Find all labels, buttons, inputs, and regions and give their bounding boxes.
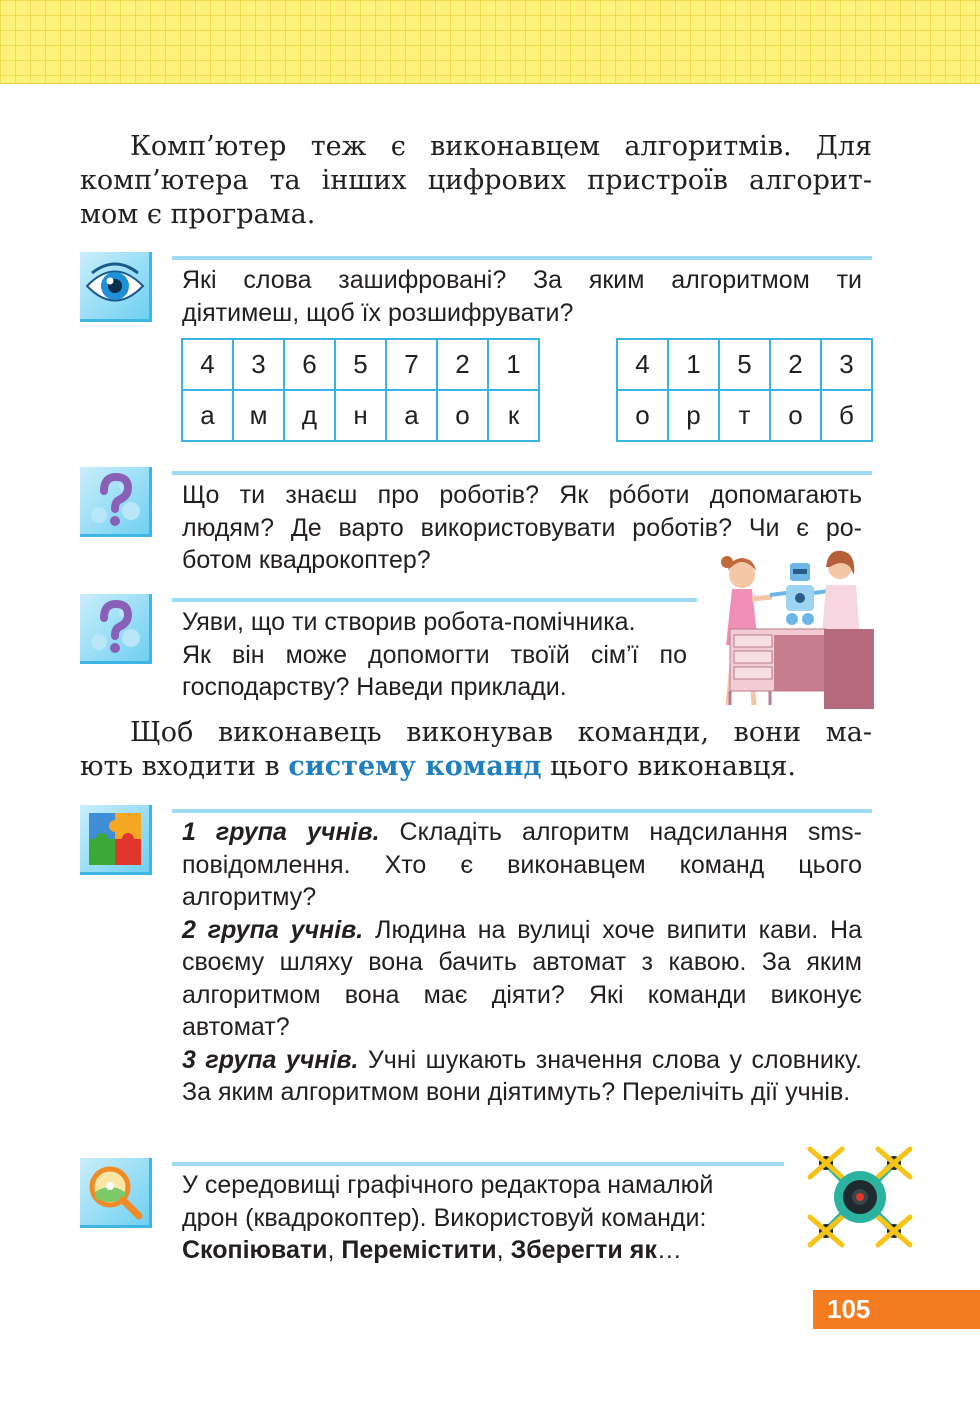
robots-task-line-1: Що ти знаєш про роботів? Як рóботи допомагають xyxy=(182,481,862,509)
drone-task-rule xyxy=(172,1162,784,1166)
commands-line-1: Щоб виконавець виконував команди, вони ма- xyxy=(130,717,872,748)
group-2 xyxy=(182,914,862,1044)
command-ellipsis: … xyxy=(656,1236,682,1264)
cipher-cell: н xyxy=(335,390,386,441)
page-number-tab xyxy=(813,1290,980,1329)
drone-task-line-1: У середовищі графічного редактора намалюй xyxy=(182,1171,714,1199)
group-3-label: 3 група учнів. xyxy=(182,1045,359,1074)
intro-line-2: комп’ютера та інших цифрових пристроїв алгорит- xyxy=(80,165,872,196)
robots-task-line-3: ботом квадрокоптер? xyxy=(182,546,431,574)
eye-task-line-1: Які слова зашифровані? За яким алгоритмом ти xyxy=(182,266,862,294)
cipher-cell: 5 xyxy=(335,339,386,390)
drone-illustration xyxy=(798,1133,922,1261)
drone-task-tile xyxy=(80,1158,152,1228)
command-copy: Скопіювати xyxy=(182,1236,328,1264)
robots-task-line-2: людям? Де варто використовувати роботів? Чи є ро- xyxy=(182,513,862,542)
eye-task-text xyxy=(182,264,862,329)
command-separator: , xyxy=(327,1236,342,1264)
cipher-cell: д xyxy=(284,390,335,441)
page-number: 105 xyxy=(827,1294,871,1324)
eye-icon xyxy=(84,261,146,311)
cipher-table-2 xyxy=(616,338,873,442)
group-1-text: Складіть алгоритм надсилання sms-повідомлення. Хто є виконавцем команд цього алгоритму? xyxy=(182,818,862,911)
cipher-table-2-numbers xyxy=(617,339,872,390)
cipher-cell: а xyxy=(386,390,437,441)
cipher-cell: 3 xyxy=(821,339,872,390)
robots-task-tile xyxy=(80,467,152,537)
question-icon xyxy=(85,598,145,658)
commands-line-2-end: цього виконавця. xyxy=(541,751,796,782)
cipher-cell: 2 xyxy=(437,339,488,390)
drone-task-text xyxy=(182,1169,782,1267)
cipher-cell: 3 xyxy=(233,339,284,390)
cipher-cell: о xyxy=(770,390,821,441)
commands-line-2 xyxy=(80,750,872,784)
drone-task-line-3 xyxy=(182,1234,782,1267)
helper-task-text xyxy=(182,606,687,704)
intro-line-1: Комп’ютер теж є виконавцем алгоритмів. Для xyxy=(130,131,872,162)
cipher-cell: 2 xyxy=(770,339,821,390)
puzzle-icon xyxy=(85,809,145,869)
cipher-cell: т xyxy=(719,390,770,441)
group-3 xyxy=(182,1044,862,1109)
cipher-cell: о xyxy=(437,390,488,441)
helper-task-line-3: господарству? Наведи приклади. xyxy=(182,673,567,701)
helper-task-line-2: Як він може допомогти твоїй сім’ї по xyxy=(182,640,687,669)
robots-task-rule xyxy=(172,471,872,475)
cipher-cell: б xyxy=(821,390,872,441)
cipher-cell: а xyxy=(182,390,233,441)
groups-task-rule xyxy=(172,809,872,813)
intro-paragraph xyxy=(80,130,872,232)
term-command-system: систему команд xyxy=(288,751,542,782)
helper-task-line-1: Уяви, що ти створив робота-помічника. xyxy=(182,608,636,636)
command-separator: , xyxy=(496,1236,511,1264)
cipher-cell: 1 xyxy=(488,339,539,390)
group-1-label: 1 група учнів. xyxy=(182,818,380,846)
cipher-table-1 xyxy=(181,338,540,442)
eye-task-rule xyxy=(172,256,872,260)
cipher-cell: 4 xyxy=(617,339,668,390)
question-icon xyxy=(85,471,145,531)
group-2-label: 2 група учнів. xyxy=(182,915,364,944)
drone-task-line-2: дрон (квадрокоптер). Використовуй команди: xyxy=(182,1203,707,1232)
group-3-text: Учні шукають значення слова у словнику. За яким алгоритмом вони діятимуть? Перелічіть дії учнів. xyxy=(182,1045,862,1106)
cipher-cell: о xyxy=(617,390,668,441)
cipher-table-2-letters xyxy=(617,390,872,441)
cipher-table-1-numbers xyxy=(182,339,539,390)
cipher-cell: 6 xyxy=(284,339,335,390)
groups-task-tile xyxy=(80,805,152,875)
graph-paper-header xyxy=(0,0,980,84)
commands-line-2-start: ють входити в xyxy=(80,751,289,782)
group-1 xyxy=(182,816,862,914)
cipher-cell: 4 xyxy=(182,339,233,390)
group-2-text: Людина на вулиці хоче випити кави. На своєму шляху вона бачить автомат з кавою. За яким алгоритмом вона має діяти? Які команди виконує автомат? xyxy=(182,915,862,1041)
cipher-table-1-letters xyxy=(182,390,539,441)
cipher-cell: р xyxy=(668,390,719,441)
magnifier-icon xyxy=(85,1162,145,1222)
cipher-cell: к xyxy=(488,390,539,441)
cipher-cell: 5 xyxy=(719,339,770,390)
helper-task-tile xyxy=(80,594,152,664)
intro-line-3: мом є програма. xyxy=(80,199,316,230)
commands-paragraph xyxy=(80,716,872,784)
helper-task-rule xyxy=(172,598,697,602)
eye-task-line-2: діятимеш, щоб їх розшифрувати? xyxy=(182,298,574,327)
cipher-cell: 7 xyxy=(386,339,437,390)
command-move: Перемістити xyxy=(341,1236,497,1264)
command-save-as: Зберегти як xyxy=(510,1236,657,1264)
cipher-cell: м xyxy=(233,390,284,441)
cipher-cell: 1 xyxy=(668,339,719,390)
children-robot-illustration xyxy=(700,545,875,710)
eye-task-tile xyxy=(80,252,152,322)
groups-task-text xyxy=(182,816,862,1109)
